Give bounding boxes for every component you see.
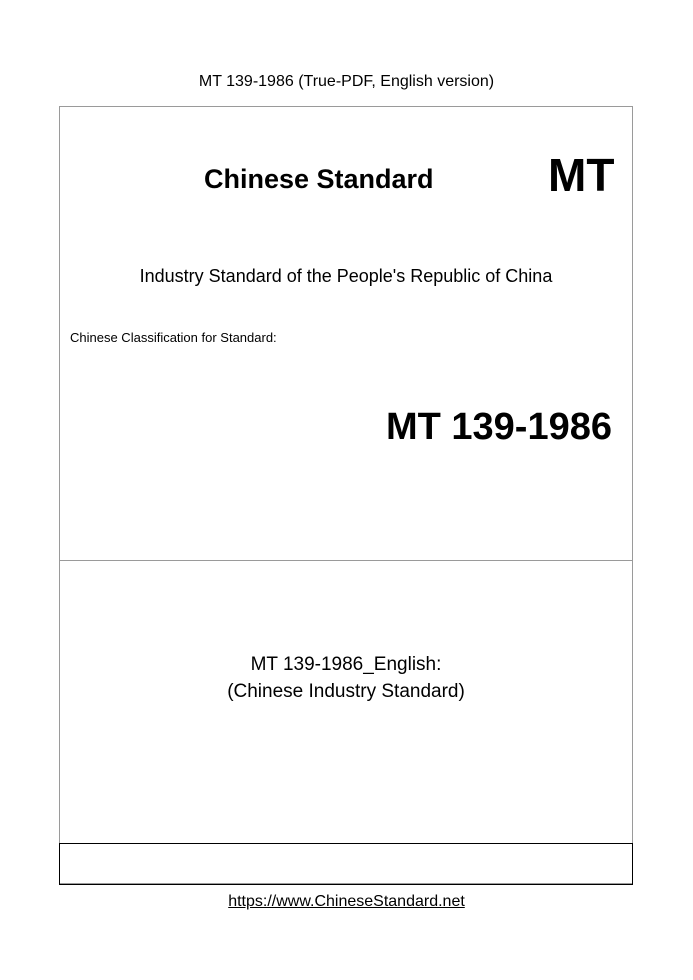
english-title-line1: MT 139-1986_English: bbox=[250, 654, 442, 675]
cover-middle-panel bbox=[60, 561, 632, 842]
page-header: MT 139-1986 (True-PDF, English version) bbox=[198, 73, 495, 90]
cover-upper-panel bbox=[60, 107, 632, 561]
footer-website-link[interactable]: https://www.ChineseStandard.net bbox=[228, 893, 465, 910]
cover-frame bbox=[59, 106, 633, 884]
standard-type-title: Chinese Standard bbox=[204, 164, 434, 194]
classification-label: Chinese Classification for Standard: bbox=[70, 330, 277, 345]
english-title-line2: (Chinese Industry Standard) bbox=[227, 681, 465, 702]
standard-number: MT 139-1986 bbox=[385, 406, 612, 448]
cover-bottom-strip bbox=[59, 843, 633, 885]
english-title-block bbox=[60, 651, 632, 705]
standard-code-mark: MT bbox=[548, 149, 615, 201]
industry-standard-line: Industry Standard of the People's Republic of China bbox=[139, 266, 553, 286]
